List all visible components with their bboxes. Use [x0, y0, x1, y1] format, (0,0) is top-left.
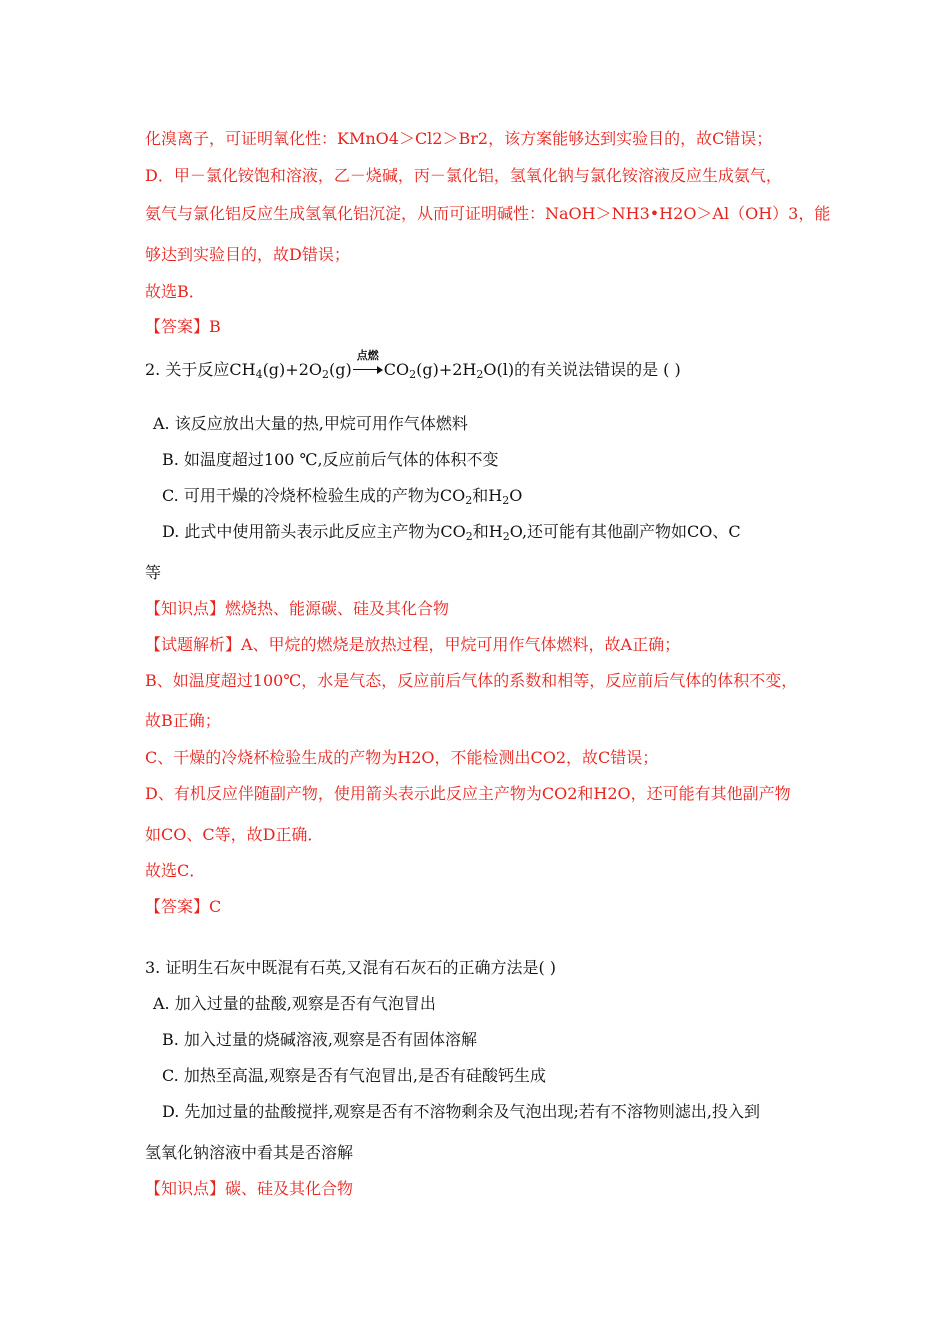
answer-line: 【答案】C [145, 897, 222, 916]
solution-line: 【试题解析】A、甲烷的燃烧是放热过程，甲烷可用作气体燃料，故A正确； [145, 635, 681, 654]
option-c: C. 加热至高温,观察是否有气泡冒出,是否有硅酸钙生成 [162, 1066, 547, 1085]
knowledge-point: 【知识点】燃烧热、能源碳、硅及其化合物 [145, 599, 450, 618]
question-3-stem: 3. 证明生石灰中既混有石英,又混有石灰石的正确方法是( ) [145, 958, 557, 977]
solution-conclusion: 故选C． [145, 861, 206, 880]
option-a: A. 该反应放出大量的热,甲烷可用作气体燃料 [153, 414, 468, 433]
solution-conclusion: 故选B． [145, 282, 205, 301]
solution-line: C、干燥的冷烧杯检验生成的产物为H2O，不能检测出CO2，故C错误； [145, 748, 659, 767]
solution-line: B、如温度超过100℃，水是气态，反应前后气体的系数和相等，反应前后气体的体积不变， [145, 671, 798, 690]
option-d-continued: 氢氧化钠溶液中看其是否溶解 [145, 1143, 354, 1162]
solution-line: 够达到实验目的，故D错误； [145, 245, 350, 264]
solution-line: 故B正确； [145, 711, 221, 730]
reaction-arrow [353, 349, 383, 377]
reaction-condition: 点燃 [356, 349, 379, 362]
option-a: A. 加入过量的盐酸,观察是否有气泡冒出 [153, 994, 436, 1013]
option-b: B. 如温度超过100 ℃,反应前后气体的体积不变 [162, 450, 499, 469]
option-b: B. 加入过量的烧碱溶液,观察是否有固体溶解 [162, 1030, 478, 1049]
knowledge-point: 【知识点】碳、硅及其化合物 [145, 1179, 354, 1198]
option-d-continued: 等 [145, 563, 162, 582]
solution-line: D、有机反应伴随副产物，使用箭头表示此反应主产物为CO2和H2O，还可能有其他副产物 [145, 784, 791, 803]
solution-line: D．甲－氯化铵饱和溶液，乙－烧碱，丙－氯化铝，氢氧化钠与氯化铵溶液反应生成氨气， [145, 166, 782, 185]
solution-line: 化溴离子，可证明氧化性：KMnO4＞Cl2＞Br2，该方案能够达到实验目的，故C错误； [145, 129, 773, 148]
question-2-stem: 2. 关于反应$CH_4(g)+2O_2(g)$ 点燃 $CO_2(g)+2H_2O(l)$的有关说法错误的是 ( ) [145, 349, 681, 381]
option-d: D. 此式中使用箭头表示此反应主产物为$CO_2$和$H_2O$,还可能有其他副产物如CO、C [162, 522, 741, 543]
option-d: D. 先加过量的盐酸搅拌,观察是否有不溶物剩余及气泡出现;若有不溶物则滤出,投入到 [162, 1102, 760, 1121]
answer-line: 【答案】B [145, 317, 221, 336]
solution-line: 如CO、C等，故D正确． [145, 825, 324, 844]
option-c: C. 可用干燥的冷烧杯检验生成的产物为$CO_2$和$H_2O$ [162, 486, 523, 507]
solution-line: 氨气与氯化铝反应生成氢氧化铝沉淀，从而可证明碱性：NaOH＞NH3•H2O＞Al（OH）3，能 [145, 204, 831, 223]
